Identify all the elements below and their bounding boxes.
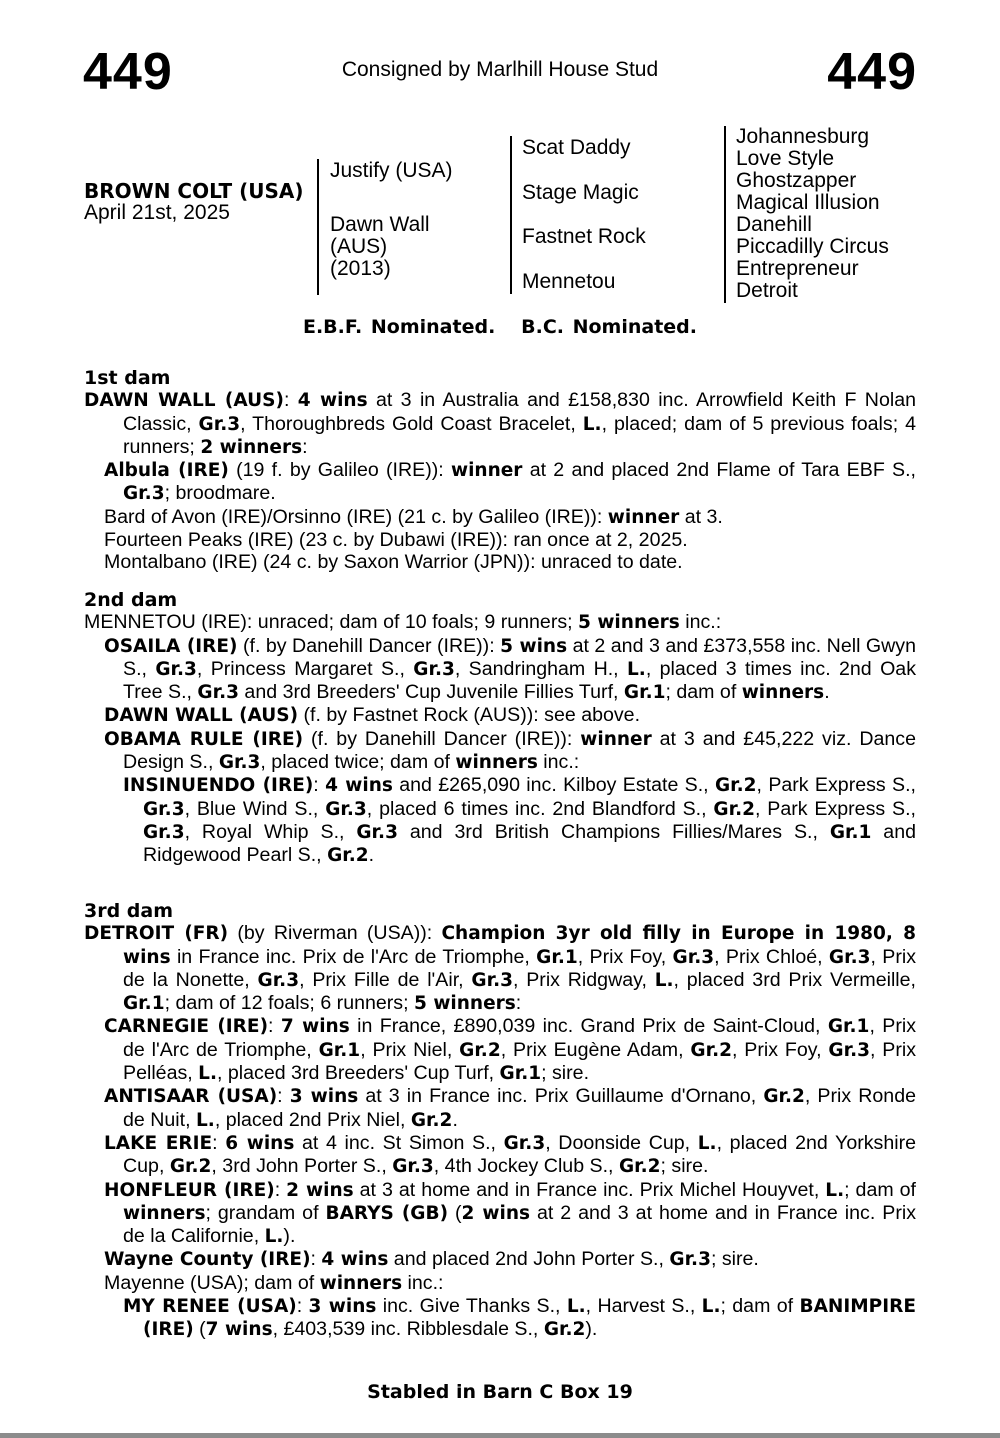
- entry-text: , Thoroughbreds Gold Coast Bracelet,: [240, 412, 583, 435]
- lot-number-left: 449: [83, 43, 173, 101]
- entry-text: (19 f. by Galileo (IRE)):: [228, 459, 451, 482]
- bold-text: Gr.1: [623, 682, 666, 704]
- entry-text: and 3rd British Champions Fillies/Mares S.,: [397, 820, 830, 843]
- entry-text: , Park Express S.,: [754, 797, 916, 820]
- bold-text: Gr.3: [503, 1132, 546, 1154]
- bold-text: L.: [198, 1063, 217, 1085]
- bold-text: Gr.1: [318, 1039, 361, 1061]
- entry-text: , placed 3rd Prix Vermeille,: [673, 968, 916, 991]
- dam-entry: [84, 389, 916, 459]
- section-heading: 3rd dam: [84, 900, 174, 922]
- bold-text: Gr.3: [672, 946, 715, 968]
- bold-text: Gr.2: [763, 1086, 805, 1108]
- great-grandparent: Johannesburg: [736, 125, 870, 148]
- dam-entry: [84, 611, 916, 634]
- entry-text: inc.:: [402, 1271, 444, 1294]
- bold-text: 2 winners: [200, 436, 303, 458]
- bold-text: DAWN WALL (AUS): [84, 390, 284, 412]
- bold-text: Gr.1: [499, 1063, 542, 1085]
- entry-text: and 3rd Breeders' Cup Juvenile Fillies Turf,: [238, 681, 624, 704]
- pedigree-bracket-1: [317, 159, 319, 295]
- great-grandparent: Love Style: [736, 147, 835, 170]
- stabling-info: Stabled in Barn C Box 19: [367, 1381, 633, 1403]
- entry-text: ; dam of: [844, 1178, 917, 1201]
- bold-text: winners: [123, 1202, 206, 1224]
- bold-text: Gr.1: [123, 993, 165, 1015]
- bold-text: L.: [582, 413, 602, 435]
- entry-text: at 3.: [679, 505, 723, 528]
- great-grandparent: Piccadilly Circus: [736, 235, 889, 258]
- bold-text: Gr.2: [410, 1109, 453, 1131]
- bold-text: 6 wins: [225, 1132, 295, 1154]
- entry-text: ; sire.: [660, 1155, 709, 1178]
- entry-text: , Park Express S.,: [756, 774, 916, 797]
- bold-text: OBAMA RULE (IRE): [104, 728, 304, 750]
- entry-text: , Blue Wind S.,: [184, 797, 326, 820]
- bold-text: Gr.2: [327, 845, 369, 867]
- bold-text: Gr.3: [325, 798, 367, 820]
- entry-text: :: [268, 1015, 281, 1038]
- bold-text: Gr.3: [828, 946, 871, 968]
- bold-text: Gr.3: [218, 752, 261, 774]
- descendant-entry: [84, 1295, 916, 1342]
- entry-text: inc. Give Thanks S.,: [376, 1295, 567, 1318]
- bold-text: Gr.1: [536, 946, 578, 968]
- dam-country: (AUS): [330, 235, 388, 258]
- entry-text: (f. by Danehill Dancer (IRE)):: [237, 634, 501, 657]
- bold-text: Gr.3: [198, 413, 241, 435]
- entry-text: ; dam of: [720, 1295, 800, 1318]
- bold-text: ANTISAAR (USA): [104, 1086, 278, 1108]
- bold-text: L.: [825, 1179, 845, 1201]
- bold-text: Gr.3: [143, 798, 185, 820]
- entry-text: , 3rd John Porter S.,: [211, 1155, 393, 1178]
- entry-text: .: [452, 1108, 458, 1131]
- great-grandparent: Danehill: [736, 213, 812, 236]
- bold-text: Gr.2: [543, 1319, 586, 1341]
- bold-text: CARNEGIE (IRE): [104, 1016, 269, 1038]
- dam: [330, 214, 430, 280]
- bold-text: Gr.2: [618, 1156, 661, 1178]
- bold-text: HONFLEUR (IRE): [104, 1179, 275, 1201]
- entry-text: , Prix de l'Arc de Triomphe,: [123, 1015, 917, 1061]
- nominations: E.B.F. Nominated. B.C. Nominated.: [302, 316, 698, 338]
- entry-text: , Doonside Cup,: [545, 1131, 698, 1154]
- entry-text: ; sire.: [541, 1062, 590, 1085]
- great-grandparent: Entrepreneur: [736, 257, 859, 280]
- bold-text: L.: [654, 969, 674, 991]
- entry-text: in France inc. Prix de l'Arc de Triomphe,: [170, 945, 537, 968]
- bold-text: Gr.2: [459, 1039, 501, 1061]
- bold-text: Gr.3: [828, 1039, 870, 1061]
- bold-text: Gr.3: [392, 1156, 434, 1178]
- bold-text: INSINUENDO (IRE): [123, 775, 314, 797]
- entry-text: (by Riverman (USA)):: [228, 922, 442, 945]
- pedigree-bracket-2: [510, 136, 512, 294]
- bold-text: 7 wins: [205, 1319, 273, 1341]
- entry-text: Mayenne (USA); dam of: [104, 1271, 320, 1294]
- bold-text: Gr.3: [123, 483, 165, 505]
- dam-name: Dawn Wall: [330, 213, 430, 236]
- entry-text: (: [448, 1201, 462, 1224]
- bold-text: Gr.3: [356, 821, 398, 843]
- entry-text: :: [277, 1085, 290, 1108]
- entry-text: MENNETOU (IRE): unraced; dam of 10 foals; 9 runners;: [84, 611, 579, 634]
- bold-text: Gr.3: [669, 1249, 711, 1271]
- grandparent: Fastnet Rock: [522, 225, 646, 248]
- entry-text: and £265,090 inc. Kilboy Estate S.,: [392, 774, 715, 797]
- bold-text: 3 wins: [308, 1296, 377, 1318]
- entry-text: at 3 in France inc. Prix Guillaume d'Ornano,: [358, 1085, 764, 1108]
- entry-text: , Prix Foy,: [577, 945, 673, 968]
- progeny-entry: [84, 728, 916, 775]
- progeny-entry: [84, 1248, 916, 1271]
- entry-text: :: [313, 774, 326, 797]
- entry-text: :: [283, 389, 298, 412]
- progeny-entry: [84, 1132, 916, 1179]
- bold-text: Albula (IRE): [104, 460, 229, 482]
- entry-text: , Princess Margaret S.,: [196, 657, 414, 680]
- pedigree-bracket-3: [724, 126, 726, 303]
- bold-text: Gr.2: [714, 775, 757, 797]
- entry-text: at 3 at home and in France inc. Prix Michel Houyvet,: [353, 1178, 826, 1201]
- entry-text: at 2 and placed 2nd Flame of Tara EBF S.,: [522, 459, 916, 482]
- entry-text: , placed 2nd Prix Niel,: [214, 1108, 411, 1131]
- section-heading: 1st dam: [84, 367, 171, 389]
- bold-text: DAWN WALL (AUS): [104, 705, 299, 727]
- entry-text: (f. by Danehill Dancer (IRE)):: [303, 727, 581, 750]
- entry-text: , Prix Eugène Adam,: [500, 1038, 691, 1061]
- bold-text: Gr.3: [471, 969, 513, 991]
- bold-text: Gr.3: [257, 969, 300, 991]
- entry-text: , placed twice; dam of: [260, 751, 456, 774]
- entry-text: :: [515, 992, 522, 1015]
- entry-text: , placed; dam of 5 previous foals; 4 runners;: [123, 412, 916, 458]
- descendant-entry: [84, 774, 916, 867]
- entry-text: , placed 3rd Breeders' Cup Turf,: [216, 1062, 500, 1085]
- entry-text: ; broodmare.: [164, 482, 276, 505]
- bold-text: 2 wins: [461, 1202, 530, 1224]
- entry-text: inc.:: [679, 611, 722, 634]
- bold-text: L.: [566, 1296, 586, 1318]
- entry-text: , placed 6 times inc. 2nd Blandford S.,: [366, 797, 714, 820]
- foaling-date: April 21st, 2025: [84, 201, 230, 224]
- bold-text: Champion 3yr old filly in Europe in 1980, 8 wins: [123, 923, 916, 968]
- progeny-entry: [84, 704, 916, 727]
- horse-identity: [84, 180, 304, 224]
- bold-text: 7 wins: [280, 1016, 350, 1038]
- bold-text: L.: [264, 1226, 284, 1248]
- progeny-entry: [84, 459, 916, 506]
- bold-text: winner: [607, 506, 680, 528]
- entry-text: , placed 3 times inc. 2nd Oak Tree S.,: [123, 657, 917, 704]
- bold-text: 3 wins: [289, 1086, 359, 1108]
- entry-text: ; dam of: [665, 681, 742, 704]
- entry-text: , Prix de la Nonette,: [123, 945, 916, 991]
- entry-text: , Prix Ronde de Nuit,: [123, 1085, 916, 1131]
- entry-text: .: [368, 844, 375, 867]
- progeny-entry: [84, 1179, 916, 1249]
- bottom-rule: [0, 1433, 1000, 1438]
- great-grandparent: Magical Illusion: [736, 191, 880, 214]
- bold-text: winners: [455, 752, 538, 774]
- bold-text: BARYS (GB): [325, 1202, 449, 1224]
- bold-text: Gr.3: [413, 658, 455, 680]
- entry-text: , Harvest S.,: [585, 1295, 702, 1318]
- bold-text: 5 wins: [500, 635, 568, 657]
- horse-name: BROWN COLT (USA): [84, 179, 304, 203]
- bold-text: winners: [319, 1272, 403, 1294]
- dam-year: (2013): [330, 257, 391, 280]
- bold-text: winner: [580, 728, 652, 750]
- entry-text: at 3 in Australia and £158,830 inc. Arrowfield Keith F Nolan Classic,: [123, 389, 917, 435]
- progeny-entry: [84, 551, 916, 573]
- entry-text: at 4 inc. St Simon S.,: [294, 1131, 504, 1154]
- bold-text: Gr.1: [829, 821, 872, 843]
- bold-text: Gr.2: [713, 798, 755, 820]
- progeny-entry: [84, 1085, 916, 1132]
- entry-text: , Sandringham H.,: [454, 657, 627, 680]
- entry-text: ).: [283, 1225, 296, 1248]
- great-grandparent: Detroit: [736, 279, 798, 302]
- entry-text: , placed 2nd Yorkshire Cup,: [123, 1131, 917, 1178]
- entry-text: , £403,539 inc. Ribblesdale S.,: [272, 1318, 544, 1341]
- entry-text: :: [310, 1248, 322, 1271]
- bold-text: BANIMPIRE (IRE): [143, 1296, 916, 1341]
- bold-text: L.: [701, 1296, 721, 1318]
- consignor: Consigned by Marlhill House Stud: [341, 58, 659, 81]
- bold-text: 4 wins: [325, 775, 393, 797]
- entry-text: , Prix Pelléas,: [123, 1038, 917, 1085]
- entry-text: , Royal Whip S.,: [184, 820, 357, 843]
- entry-text: Bard of Avon (IRE)/Orsinno (IRE) (21 c. by Galileo (IRE)):: [104, 505, 608, 528]
- entry-text: :: [212, 1131, 226, 1154]
- entry-text: :: [302, 435, 308, 458]
- lot-number-right: 449: [827, 43, 917, 101]
- entry-text: ).: [585, 1318, 598, 1341]
- bold-text: Gr.3: [155, 658, 197, 680]
- progeny-entry: [84, 1272, 916, 1295]
- entry-text: and placed 2nd John Porter S.,: [388, 1248, 670, 1271]
- entry-text: inc.:: [537, 751, 580, 774]
- section-1st-dam: [84, 367, 916, 574]
- section-3rd-dam: [84, 900, 916, 1342]
- entry-text: .: [824, 681, 830, 704]
- bold-text: L.: [195, 1109, 215, 1131]
- bold-text: Gr.3: [143, 821, 185, 843]
- entry-text: ; dam of 12 foals; 6 runners;: [164, 992, 414, 1015]
- bold-text: L.: [627, 658, 646, 680]
- entry-text: , Prix Chloé,: [714, 945, 829, 968]
- bold-text: OSAILA (IRE): [104, 635, 238, 657]
- section-2nd-dam: [84, 589, 916, 868]
- bold-text: L.: [697, 1132, 717, 1154]
- bold-text: DETROIT (FR): [84, 923, 229, 945]
- grandparent: Stage Magic: [522, 181, 639, 204]
- bold-text: Wayne County (IRE): [104, 1249, 311, 1271]
- entry-text: :: [296, 1295, 309, 1318]
- entry-text: (f. by Fastnet Rock (AUS)): see above.: [298, 704, 641, 727]
- bold-text: LAKE ERIE: [104, 1132, 213, 1154]
- entry-text: , Prix Niel,: [360, 1038, 460, 1061]
- entry-text: at 3 and £45,222 viz. Dance Design S.,: [123, 727, 916, 774]
- bold-text: winners: [741, 682, 825, 704]
- entry-text: , Prix Foy,: [732, 1038, 829, 1061]
- entry-text: ; sire.: [710, 1248, 759, 1271]
- bold-text: 2 wins: [286, 1179, 354, 1201]
- grandparent: Mennetou: [522, 270, 616, 293]
- bold-text: 4 wins: [321, 1249, 389, 1271]
- bold-text: Gr.2: [169, 1156, 212, 1178]
- sire: Justify (USA): [330, 159, 453, 182]
- entry-text: Fourteen Peaks (IRE) (23 c. by Dubawi (IRE)): ran once at 2, 2025.: [104, 529, 688, 552]
- progeny-entry: [84, 506, 916, 529]
- bold-text: 5 winners: [414, 993, 516, 1015]
- bold-text: Gr.3: [197, 682, 239, 704]
- entry-text: ; grandam of: [205, 1201, 326, 1224]
- progeny-entry: [84, 1015, 916, 1085]
- entry-text: (: [193, 1318, 206, 1341]
- entry-text: Montalbano (IRE) (24 c. by Saxon Warrior (JPN)): unraced to date.: [104, 551, 683, 574]
- entry-text: , Prix Fille de l'Air,: [299, 968, 472, 991]
- entry-text: , 4th Jockey Club S.,: [433, 1155, 619, 1178]
- grandparent: Scat Daddy: [522, 136, 631, 159]
- entry-text: :: [274, 1178, 287, 1201]
- bold-text: 5 winners: [578, 612, 680, 634]
- bold-text: MY RENEE (USA): [123, 1296, 297, 1318]
- great-grandparent: Ghostzapper: [736, 169, 857, 192]
- entry-text: in France, £890,039 inc. Grand Prix de Saint-Cloud,: [349, 1015, 828, 1038]
- entry-text: and Ridgewood Pearl S.,: [143, 820, 916, 867]
- entry-text: , Prix Ridgway,: [512, 968, 655, 991]
- bold-text: Gr.1: [827, 1016, 870, 1038]
- progeny-entry: [84, 635, 916, 705]
- bold-text: winner: [450, 460, 523, 482]
- entry-text: at 2 and 3 at home and in France inc. Prix de la Californie,: [123, 1201, 916, 1248]
- great-grandparents: [736, 126, 889, 302]
- section-heading: 2nd dam: [84, 589, 178, 611]
- bold-text: Gr.2: [690, 1039, 732, 1061]
- bold-text: 4 wins: [297, 390, 368, 412]
- dam-entry: [84, 922, 916, 1015]
- progeny-entry: [84, 529, 916, 551]
- entry-text: at 2 and 3 and £373,558 inc. Nell Gwyn S.,: [123, 634, 916, 680]
